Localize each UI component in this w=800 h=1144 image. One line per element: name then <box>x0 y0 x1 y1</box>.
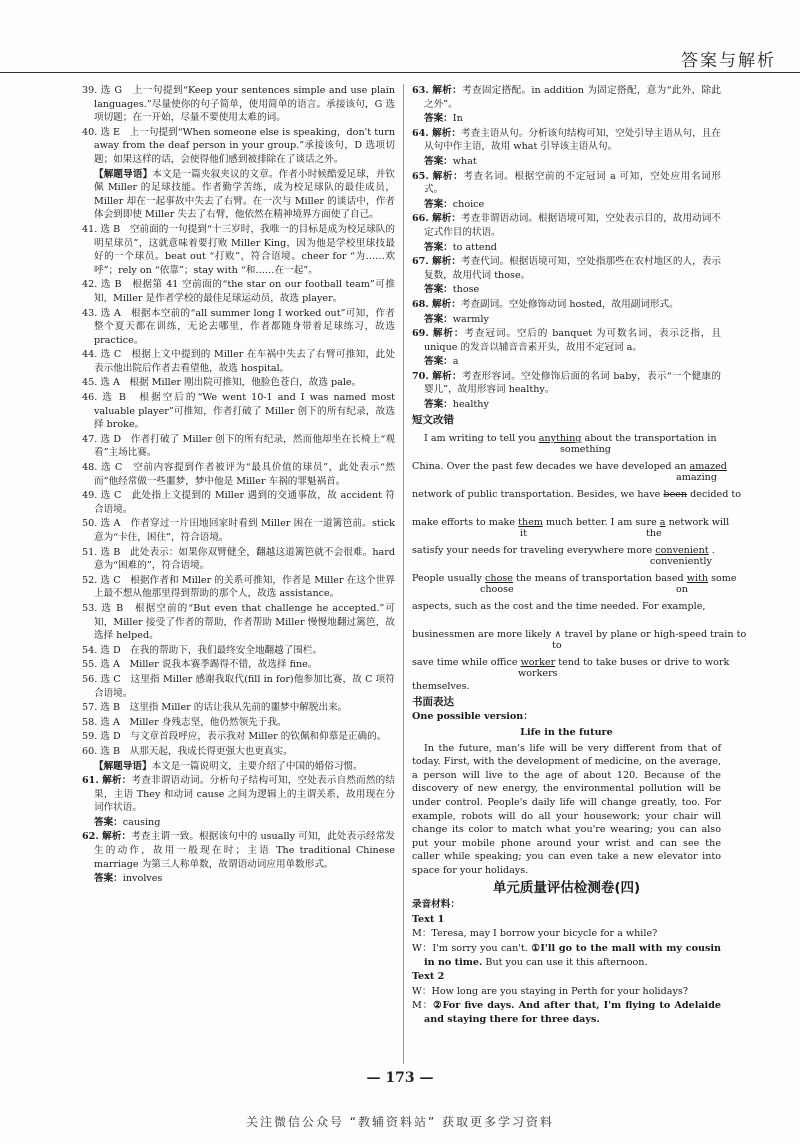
answer-55: 55. 选 A Miller 说我本赛季踢得不错，故选择 fine。 <box>82 659 318 671</box>
answer-label: 答案： <box>424 399 453 411</box>
correction-text: I am writing to tell you <box>424 433 539 445</box>
analysis-text: 考查主语从句。分析该句结构可知，空处引导主语从句，且在从句中作主语，故用 what 引导该主语从句。 <box>424 127 722 153</box>
correction-text: People usually <box>412 573 486 585</box>
answer-52: 52. 选 C 根据作者和 Miller 的关系可推知，作者是 Miller 在这个世界上最不想从他那里得到帮助的那个人，故选 assistance。 <box>82 574 395 600</box>
analysis-text: 考查代词。根据语境可知，空处指那些在农村地区的人，表示复数，故用代词 those。 <box>424 256 722 281</box>
correction-fix: the <box>646 528 662 540</box>
correction-text: much better. I am sure <box>542 517 660 529</box>
correction-title: 短文改错 <box>412 413 454 426</box>
answer-50: 50. 选 A 作者穿过一片田地回家时看到 Miller 困在一道篱笆前。stick 意为“卡住，困住”，符合语境。 <box>82 518 395 543</box>
correction-text: aspects, such as the cost and the time needed. For example, <box>412 601 706 613</box>
writing-body: In the future, man's life will be very different from that of today. First, with the development of medicine, on the average, a person will live to the age of about 120. Because of the discovery of new energy, the environmental pollution will be under control. People's daily life will change greatly, too. For example, robots will do all your housework; your chair will change its color to match what you're wearing; you can also put your mobile phone around your wrist and can see the caller while speaking; you can even take a new elevator into space for your holidays. <box>412 742 721 876</box>
answer-40: 40. 选 E 上一句提到“When someone else is speaking，don't turn away from the deaf person in your group.”承接该句，D 选项切题；如果这样的话，会使得他们感到被排除在了谈话之外。 <box>82 126 395 165</box>
guide-label: 【解题导语】 <box>94 760 152 772</box>
guide-text: 本文是一篇说明文，主要介绍了中国的婚俗习惯。 <box>151 760 363 772</box>
dialogue-text: M： <box>412 1000 434 1012</box>
audio-title: 录音材料： <box>412 899 460 911</box>
dialogue-line <box>412 999 721 1026</box>
page-number: — 173 — <box>366 1070 434 1086</box>
correction-text: about the transportation in <box>581 433 717 445</box>
answer-value: what <box>452 155 477 167</box>
answer-70 <box>412 370 721 397</box>
footer-notice: 关注微信公众号 “教辅资料站” 获取更多学习资料 <box>245 1115 555 1129</box>
correction-fix: workers <box>518 668 558 680</box>
correction-fix: on <box>676 584 688 596</box>
answer-44: 44. 选 C 根据上文中提到的 Miller 在车祸中失去了右臂可推知，此处表示他出院后作者去看望他，故选 hospital。 <box>82 349 395 374</box>
error-word: amazed <box>689 461 727 473</box>
analysis-label: 65. 解析： <box>412 170 464 182</box>
answer-46: 46. 选 B 根据空后的“We went 10-1 and I was named most valuable player”可推知，作者打破了 Miller 创下的所有纪录，故选择 broke。 <box>82 392 395 431</box>
analysis-label: 67. 解析： <box>412 256 461 268</box>
answer-66-key <box>412 241 721 255</box>
analysis-label: 70. 解析： <box>412 370 462 382</box>
writing-version-label: One possible version： <box>412 711 533 723</box>
correction-line-2 <box>412 456 727 484</box>
correction-text: . <box>708 545 715 557</box>
answer-48: 48. 选 C 空前内容提到作者被评为“最具价值的球员”，此处表示“然而”他经常做一些噩梦，梦中他是 Miller 车祸的罪魁祸首。 <box>82 462 395 487</box>
answer-label: 答案： <box>424 155 453 167</box>
answer-value: causing <box>122 816 161 828</box>
correction-fix: it <box>520 528 527 540</box>
analysis-label: 66. 解析： <box>412 213 461 225</box>
dialogue-text: W：I'm sorry you can't. <box>412 942 532 954</box>
answer-value: choice <box>452 198 485 210</box>
correction-text: travel by plane or high-speed train to <box>561 629 747 641</box>
unit-title: 单元质量评估检测卷(四) <box>492 879 641 896</box>
correction-text: businessmen are more likely <box>412 629 555 641</box>
answer-69-key <box>412 355 721 369</box>
analysis-text: 考查形容词。空处修饰后面的名词 baby，表示“一个健康的婴儿”，故用形容词 healthy。 <box>424 370 721 396</box>
writing-title: 书面表达 <box>412 695 454 708</box>
answer-68 <box>412 298 721 312</box>
answer-59: 59. 选 D 与文章首段呼应，表示我对 Miller 的钦佩和仰慕是正确的。 <box>82 731 387 743</box>
error-word: convenient <box>655 545 709 557</box>
answer-value: warmly <box>452 313 489 325</box>
correction-fix: conveniently <box>650 556 712 568</box>
analysis-text: 考查副词。空处修饰动词 hosted，故用副词形式。 <box>460 298 679 310</box>
answer-label: 答案： <box>424 113 453 125</box>
analysis-label: 61. 解析： <box>82 775 132 787</box>
right-column <box>412 84 747 1028</box>
answer-value: those <box>452 284 480 296</box>
answer-51: 51. 选 B 此处表示：如果你双臂健全，翻越这道篱笆就不会很难。hard 意为“困难的”，符合语境。 <box>82 546 395 572</box>
text-1-title: Text 1 <box>412 913 445 925</box>
answer-value: to attend <box>452 241 497 253</box>
answer-49: 49. 选 C 此处指上文提到的 Miller 遇到的交通事故，故 accident 符合语境。 <box>82 490 395 515</box>
correction-text: decided to <box>687 489 742 501</box>
guide-text: 本文是一篇夹叙夹议的文章。作者小时候酷爱足球，并钦佩 Miller 的足球技能。作者勤学苦练，成为校足球队的最佳成员，Miller 却在一起事故中失去了右臂。在一次与 Miller 的谈话中，作者体会到即使 Miller 失去了右臂，他依然在精神境界方面使了自己。 <box>94 168 395 221</box>
insert-mark-icon: ∧ <box>554 629 562 641</box>
analysis-label: 62. 解析： <box>82 831 132 843</box>
answer-53: 53. 选 B 根据空前的“But even that challenge he accepted.”可知，Miller 接受了作者的帮助，作者帮助 Miller 慢慢地翻过篱笆，故选择 helped。 <box>82 602 395 642</box>
correction-text: network of public transportation. Besides, we have <box>412 489 664 501</box>
answer-label: 答案： <box>424 198 453 210</box>
answer-label: 答案： <box>94 873 123 885</box>
analysis-text: 考查冠词。空后的 banquet 为可数名词，表示泛指，且 unique 的发音以辅音音素开头，故用不定冠词 a。 <box>424 328 721 353</box>
correction-line-4 <box>412 512 730 540</box>
correction-text: China. Over the past few decades we have developed an <box>412 461 690 473</box>
answer-label: 答案： <box>424 284 453 296</box>
guide-paragraph-1 <box>82 168 395 222</box>
answer-64 <box>412 127 721 154</box>
analysis-text: 考查固定搭配。in addition 为固定搭配，意为“此外，除此之外”。 <box>424 85 721 110</box>
answer-68-key <box>412 313 721 327</box>
answer-58: 58. 选 A Miller 身残志坚，他仍然领先于我。 <box>82 716 287 728</box>
answer-63-key <box>412 112 721 126</box>
correction-text: tend to take buses or drive to work <box>555 657 730 669</box>
answer-label: 答案： <box>424 241 453 253</box>
answer-62 <box>82 830 395 871</box>
column-divider <box>403 84 404 1064</box>
analysis-label: 68. 解析： <box>412 298 461 310</box>
correction-text: make efforts to make <box>412 517 519 529</box>
correction-text: save time while office <box>412 657 521 669</box>
correction-line-10: themselves. <box>412 681 470 693</box>
error-word: worker <box>520 657 556 669</box>
answer-60: 60. 选 B 从那天起，我成长得更强大也更真实。 <box>82 745 293 757</box>
answer-label: 答案： <box>424 313 453 325</box>
answer-43: 43. 选 A 根据本空前的“all summer long I worked out”可知，作者整个夏天都在训练，无论去哪里，作者都随身带着足球练习，故选 practice。 <box>82 307 395 346</box>
answer-label: 答案： <box>424 356 453 368</box>
error-word: with <box>686 573 709 585</box>
text-2-title: Text 2 <box>412 971 445 983</box>
analysis-text: 考查主谓一致。根据该句中的 usually 可知，此处表示经常发生的动作，故用一般现在时；主语 The traditional Chinese marriage 为第三人称单数，故谓语动词应用单数形式。 <box>94 831 396 870</box>
answer-67 <box>412 255 721 282</box>
analysis-label: 63. 解析： <box>412 85 463 96</box>
correction-line-7 <box>412 596 721 624</box>
dialogue-text: But you can use it this afternoon. <box>482 956 648 968</box>
answer-61-key <box>82 816 395 830</box>
analysis-label: 69. 解析： <box>412 328 465 340</box>
correction-fix: choose <box>480 584 514 596</box>
correction-line-5 <box>412 540 721 568</box>
answer-67-key <box>412 283 721 297</box>
answer-62-key <box>82 872 395 886</box>
error-word: anything <box>538 433 582 445</box>
correction-text: the means of transportation based <box>512 573 687 585</box>
correction-line-8 <box>412 624 747 652</box>
answer-54: 54. 选 D 在我的帮助下，我们最终安全地翻越了围栏。 <box>82 644 323 656</box>
dialogue-key-sentence: ①I'll go to the mall with my cousin in no time. <box>424 942 721 968</box>
answer-45: 45. 选 A 根据 Miller 刚出院可推知，他脸色苍白，故选 pale。 <box>82 377 362 389</box>
correction-line-6 <box>412 568 737 596</box>
dialogue-line: M：Teresa, may I borrow your bicycle for a while? <box>412 928 658 940</box>
correction-line-9 <box>412 652 730 680</box>
analysis-text: 考查非谓语动词。根据语境可知，空处表示目的，故用动词不定式作目的状语。 <box>424 213 722 238</box>
answer-39: 39. 选 G 上一句提到“Keep your sentences simple and use plain languages.”尽量使你的句子简单，使用简单的语言。承接该句，G 选项切题；在一开始，尽量不要使用太难的词。 <box>82 85 395 124</box>
error-word: been <box>663 489 688 501</box>
analysis-text: 考查名词。根据空前的不定冠词 a 可知，空处应用名词形式。 <box>424 170 721 196</box>
guide-paragraph-2 <box>82 760 395 774</box>
answer-value: In <box>452 113 463 125</box>
left-column <box>82 84 395 887</box>
answer-63 <box>412 84 721 111</box>
analysis-label: 64. 解析： <box>412 127 461 139</box>
answer-66 <box>412 212 721 239</box>
correction-fix: something <box>560 444 611 456</box>
answer-57: 57. 选 B 这里指 Miller 的话让我从先前的噩梦中解脱出来。 <box>82 702 348 714</box>
writing-heading: Life in the future <box>520 727 613 739</box>
answer-69 <box>412 327 721 354</box>
answer-42: 42. 选 B 根据第 41 空前面的“the star on our football team”可推知，Miller 是作者学校的最佳足球运动员，故选 player。 <box>82 279 395 304</box>
answer-65 <box>412 170 721 197</box>
correction-line-1 <box>412 428 721 456</box>
dialogue-key-sentence: ②For five days. And after that, I'm flying to Adelaide and staying there for three days. <box>424 1000 722 1025</box>
answer-70-key <box>412 398 721 412</box>
dialogue-line <box>412 942 721 969</box>
correction-fix: amazing <box>676 472 717 484</box>
correction-text: some <box>708 573 737 585</box>
correction-text: network will <box>665 517 730 529</box>
guide-label: 【解题导语】 <box>94 168 153 180</box>
answer-value: involves <box>122 873 163 885</box>
answer-47: 47. 选 D 作者打破了 Miller 创下的所有纪录，然而他却坐在长椅上“观看”主场比赛。 <box>82 433 395 459</box>
dialogue-line: W：How long are you staying in Perth for your holidays? <box>412 985 688 997</box>
analysis-text: 考查非谓语动词。分析句子结构可知，空处表示自然而然的结果，主语 They 和动词 cause 之间为逻辑上的主谓关系，故用现在分词作状语。 <box>94 775 395 814</box>
error-word: chose <box>485 573 513 585</box>
answer-61 <box>82 774 395 815</box>
correction-fix: to <box>552 640 562 652</box>
answer-64-key <box>412 155 721 169</box>
answer-41: 41. 选 B 空前面的一句提到“十三岁时，我唯一的目标是成为校足球队的明星球员”，这就意味着要打败 Miller King，因为他是学校里球技最好的一个球员。beat out “打败”，符合语境。cheer for “为……欢呼”；rely on “依靠”；stay with “和……在一起”。 <box>82 223 395 276</box>
answer-65-key <box>412 198 721 212</box>
answer-56: 56. 选 C 这里指 Miller 感谢我取代(fill in for)他参加比赛，故 C 项符合语境。 <box>82 673 395 699</box>
error-word: them <box>518 517 543 529</box>
correction-line-3 <box>412 484 742 512</box>
header-rule <box>0 72 800 73</box>
answer-value: a <box>452 356 459 368</box>
correction-text: satisfy your needs for traveling everywhere more <box>412 545 656 557</box>
header-title: 答案与解析 <box>681 51 776 71</box>
answer-value: healthy <box>452 399 489 411</box>
answer-label: 答案： <box>94 816 123 828</box>
error-word: a <box>659 517 666 529</box>
